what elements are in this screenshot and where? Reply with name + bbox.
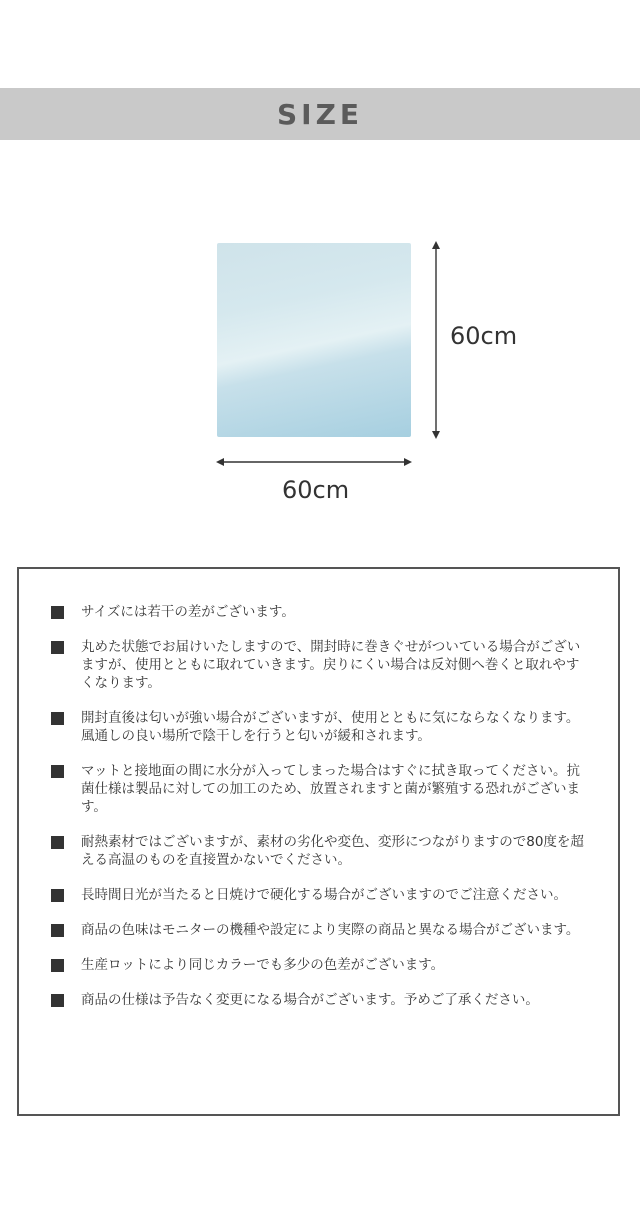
height-label: 60cm xyxy=(450,322,518,350)
square-bullet-icon xyxy=(51,712,64,725)
note-text: サイズには若干の差がございます。 xyxy=(81,604,295,620)
note-text: 商品の仕様は予告なく変更になる場合がございます。予めご了承ください。 xyxy=(81,992,539,1008)
note-text: 開封直後は匂いが強い場合がございますが、使用とともに気にならなくなります。風通しの良い場所で陰干しを行うと匂いが緩和されます。 xyxy=(81,710,580,744)
note-item xyxy=(51,886,588,904)
note-text: 長時間日光が当たると日焼けで硬化する場合がございますのでご注意ください。 xyxy=(81,887,567,903)
square-bullet-icon xyxy=(51,959,64,972)
square-bullet-icon xyxy=(51,606,64,619)
size-banner xyxy=(0,88,640,140)
square-bullet-icon xyxy=(51,765,64,778)
note-item xyxy=(51,709,588,745)
note-item xyxy=(51,762,588,816)
size-diagram xyxy=(0,230,640,520)
note-text: 丸めた状態でお届けいたしますので、開封時に巻きぐせがついている場合がございますが、使用とともに取れていきます。戻りにくい場合は反対側へ巻くと取れやすくなります。 xyxy=(81,639,581,691)
width-label: 60cm xyxy=(282,476,350,504)
note-text: 生産ロットにより同じカラーでも多少の色差がございます。 xyxy=(81,957,445,973)
note-item xyxy=(51,833,588,869)
width-arrow xyxy=(216,458,412,466)
square-bullet-icon xyxy=(51,889,64,902)
notes-list xyxy=(19,569,618,1009)
height-arrow xyxy=(432,241,440,439)
note-item xyxy=(51,991,588,1009)
note-item xyxy=(51,921,588,939)
square-bullet-icon xyxy=(51,836,64,849)
note-item xyxy=(51,956,588,974)
note-text: マットと接地面の間に水分が入ってしまった場合はすぐに拭き取ってください。抗菌仕様は製品に対しての加工のため、放置されますと菌が繁殖する恐れがございます。 xyxy=(81,763,580,815)
note-text: 商品の色味はモニターの機種や設定により実際の商品と異なる場合がございます。 xyxy=(81,922,580,938)
page-title: SIZE xyxy=(276,97,363,131)
square-bullet-icon xyxy=(51,641,64,654)
square-bullet-icon xyxy=(51,994,64,1007)
notes-box xyxy=(17,567,620,1116)
note-text: 耐熱素材ではございますが、素材の劣化や変色、変形につながりますので80度を超える高温のものを直接置かないでください。 xyxy=(81,834,584,868)
square-bullet-icon xyxy=(51,924,64,937)
note-item xyxy=(51,603,588,621)
note-item xyxy=(51,638,588,692)
